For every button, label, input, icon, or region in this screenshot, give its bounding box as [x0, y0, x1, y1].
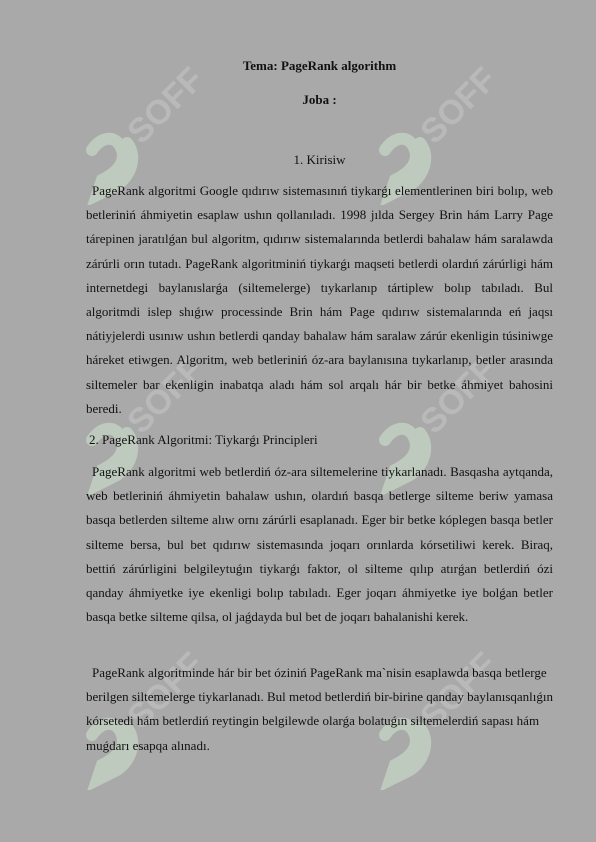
watermark-text: SOFF — [120, 645, 212, 737]
watermark-text: SOFF — [413, 60, 505, 152]
paragraph-introduction: PageRank algoritmi Google qıdırıw sistemasınıń tiykarǵı elementlerinen biri bolıp, web betleriniń áhmiyetin esaplaw ushın qollanıladı. 1998 jılda Sergey Brin hám Larry Page tárepinen jaratılǵan bul algoritm, qıdırıw sistemalarında betlerdi bahalaw hám saralawda zárúrli orın tutadı. PageRank algoritminiń tiykarǵı maqseti betlerdi olardıń zárúrligi hám internetdegi baylanıslarǵa (siltemelerge) tıykarlanıp tártiplew bolıp tabıladı. Bul algoritmdi islep shıǵıw processinde Brin hám Page qıdırıw sistemalarında eń jaqsı nátiyjelerdi usınıw ushın betlerdi qanday bahalaw hám saralaw zárúr ekenligin túsiniwge háreket etiwgen. Algoritm, web betleriniń óz-ara baylanısına tıykarlanıp, betler arasında siltemeler bar ekenligin inabatqa aladı hám sol arqalı hár bir betke áhmiyet bahosini beredi. — [86, 183, 553, 416]
plan-label: Joba : — [302, 92, 337, 107]
paragraph-principles: PageRank algoritmi web betlerdiń óz-ara siltemelerine tiykarlanadı. Basqasha aytqanda, web betleriniń áhmiyetin bahalaw ushın, olardıń basqa betlerge silteme beriw yamasa basqa betlerden silteme alıw ornı zárúrli esaplanadı. Eger bir betke kóplegen basqa betler silteme bersa, bul bet qıdırıw sistemasında joqarı orınlarda kórsetiliwi kerek. Biraq, bettiń zárúrligini belgileytuǵın tiykarǵı faktor, ol silteme qılıp atırǵan betlerdiń ózi qanday áhmiyetke iye ekenligi bolıp tabıladı. Eger joqarı áhmiyetke iye bolǵan betler basqa betke silteme qilsa, ol jaǵdayda bul bet de joqarı bahalanishi kerek. — [86, 464, 553, 625]
watermark-text: SOFF — [120, 350, 212, 442]
section-heading-introduction: 1. Kirisiw — [293, 152, 346, 167]
watermark-text: SOFF — [413, 350, 505, 442]
paragraph-pagerank-calculation: PageRank algoritminde hár bir bet óziniń PageRank ma`nisin esaplawda basqa betlerge berilgen siltemelerge tiykarlanadı. Bul metod betlerdiń bir-birine qanday baylanısqanlıǵın kórsetedi hám betlerdiń reytingin belgilewde olarǵa bolatuǵın siltemelerdiń sapası hám muǵdarı esapqa alınadı. — [86, 665, 554, 753]
watermark-text: SOFF — [413, 645, 505, 737]
document-title: Tema: PageRank algorithm — [242, 58, 397, 73]
watermark-text: SOFF — [120, 60, 212, 152]
section-heading-principles: 2. PageRank Algoritmi: Tiykarǵı Principleri — [89, 432, 318, 447]
